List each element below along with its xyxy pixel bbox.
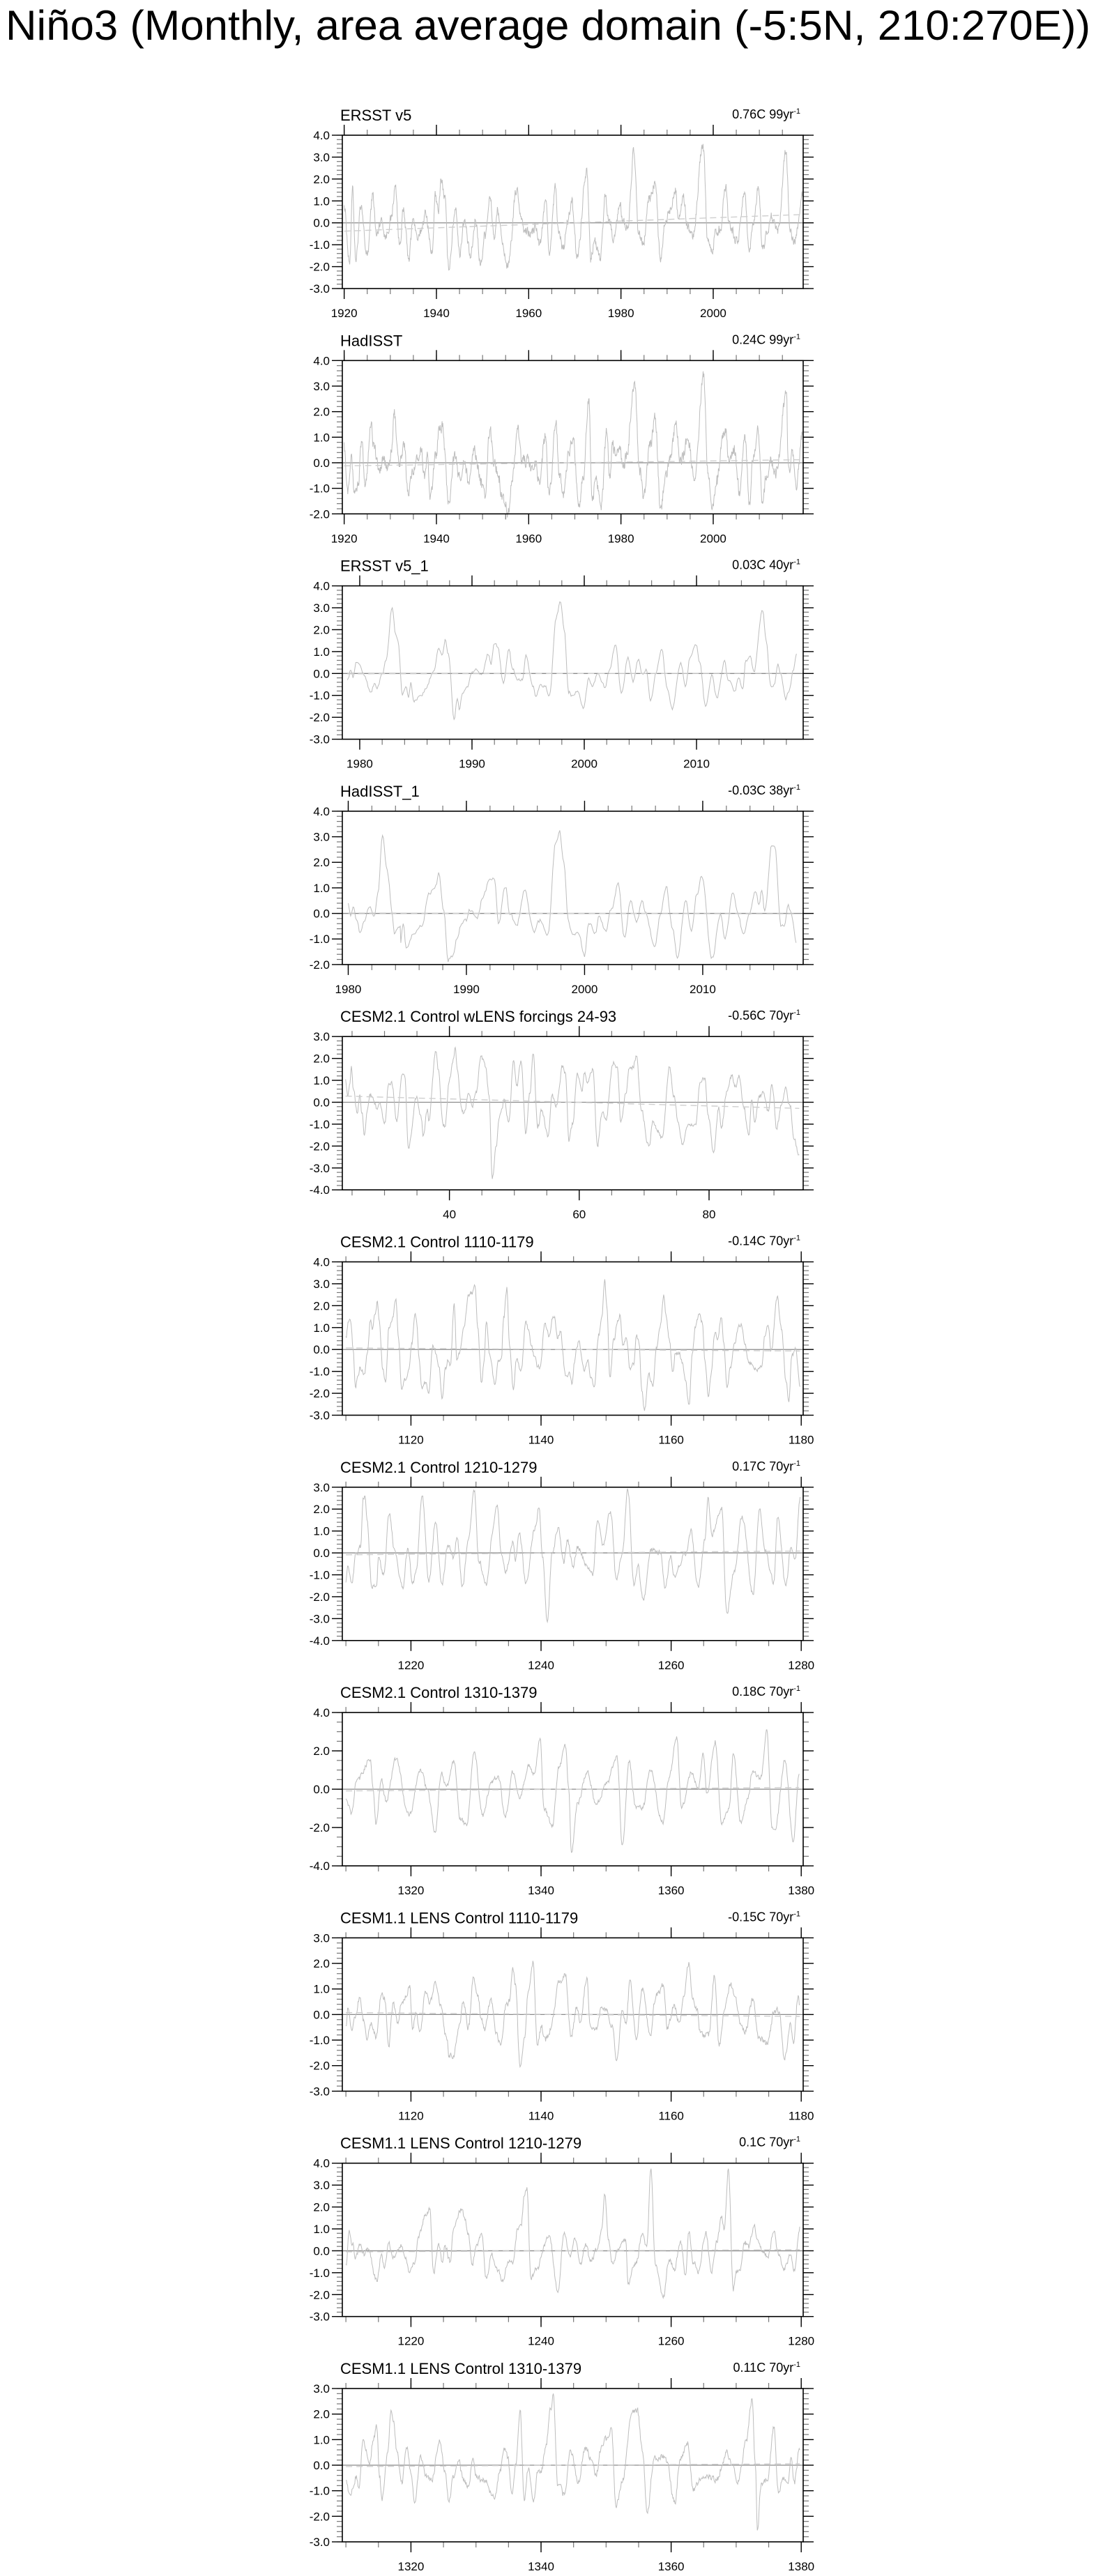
x-tick-label: 1160: [658, 2109, 684, 2123]
y-tick-label: 3.0: [313, 830, 330, 844]
x-tick-label: 1940: [423, 307, 450, 320]
trend-value: -0.14C 70yr: [728, 1234, 794, 1248]
x-tick-label: 1990: [459, 757, 485, 771]
panel-title: CESM2.1 Control 1210-1279: [340, 1458, 538, 1476]
trend-label: [739, 2136, 800, 2149]
y-tick-label: 3.0: [313, 601, 330, 615]
y-tick-label: -3.0: [309, 1612, 330, 1626]
x-tick-label: 1260: [657, 1658, 685, 1672]
trend-value: 0.24C 99yr: [732, 332, 794, 347]
trend-exponent: -1: [793, 1459, 800, 1468]
y-tick-label: -1.0: [309, 1365, 330, 1379]
y-tick-label: 2.0: [313, 1299, 330, 1313]
trend-value: 0.1C 70yr: [739, 2135, 794, 2149]
y-tick-label: -1.0: [309, 2034, 330, 2048]
y-tick-label: 0.0: [313, 216, 330, 230]
trend-label: [732, 1459, 800, 1473]
y-tick-label: 3.0: [313, 2179, 330, 2193]
x-tick-label: 1990: [453, 982, 480, 996]
panel-title: CESM1.1 LENS Control 1210-1279: [340, 2134, 582, 2152]
y-tick-label: 1.0: [313, 431, 330, 445]
y-tick-label: 0.0: [313, 456, 330, 470]
y-tick-label: -2.0: [309, 507, 330, 521]
x-tick-label: 2000: [571, 757, 598, 771]
x-tick-label: 1980: [607, 532, 634, 546]
y-tick-label: 3.0: [313, 1277, 330, 1291]
y-tick-label: -3.0: [309, 1409, 330, 1423]
y-tick-label: 2.0: [313, 405, 330, 419]
y-tick-label: -1.0: [309, 2266, 330, 2280]
trend-exponent: -1: [793, 1009, 800, 1018]
y-tick-label: 4.0: [313, 2156, 330, 2170]
x-tick-label: 1960: [515, 532, 542, 546]
trend-value: 0.76C 99yr: [732, 107, 794, 121]
y-tick-label: -2.0: [309, 1590, 330, 1604]
y-tick-label: -1.0: [309, 933, 330, 946]
y-tick-label: 0.0: [313, 2459, 330, 2472]
y-tick-label: 3.0: [313, 1030, 330, 1044]
x-tick-label: 1160: [658, 1433, 684, 1447]
x-tick-label: 1140: [528, 2109, 554, 2123]
y-tick-label: 0.0: [313, 1783, 330, 1797]
y-tick-label: -4.0: [309, 1634, 330, 1648]
y-tick-label: -2.0: [309, 1387, 330, 1401]
trend-line: [347, 673, 796, 674]
trend-value: -0.56C 70yr: [728, 1009, 794, 1023]
x-tick-label: 1920: [330, 307, 358, 320]
y-tick-label: -2.0: [309, 2059, 330, 2073]
x-tick-label: 1220: [397, 1658, 425, 1672]
y-tick-label: 0.0: [313, 1343, 330, 1357]
panel-title: ERSST v5: [340, 107, 412, 124]
y-tick-label: -1.0: [309, 238, 330, 252]
panel-title: CESM2.1 Control wLENS forcings 24-93: [340, 1008, 617, 1026]
y-tick-label: 2.0: [313, 172, 330, 186]
y-tick-label: 2.0: [313, 1745, 330, 1758]
y-tick-label: 2.0: [313, 623, 330, 637]
y-tick-label: -3.0: [309, 2085, 330, 2099]
trend-exponent: -1: [793, 107, 800, 116]
x-tick-label: 1380: [788, 2560, 815, 2573]
y-tick-label: 0.0: [313, 667, 330, 681]
y-tick-label: -2.0: [309, 260, 330, 274]
trend-exponent: -1: [793, 2135, 800, 2144]
y-tick-label: 4.0: [313, 579, 330, 593]
x-tick-label: 40: [443, 1208, 457, 1222]
x-tick-label: 60: [572, 1208, 586, 1222]
y-tick-label: 4.0: [313, 1706, 330, 1720]
y-tick-label: -2.0: [309, 2510, 330, 2524]
y-tick-label: 0.0: [313, 1096, 330, 1110]
y-tick-label: 0.0: [313, 1547, 330, 1561]
y-tick-label: 2.0: [313, 856, 330, 870]
x-tick-label: 1320: [397, 2560, 425, 2573]
x-tick-label: 1240: [528, 1658, 554, 1672]
panel-title: CESM2.1 Control 1310-1379: [340, 1684, 538, 1702]
y-tick-label: 0.0: [313, 907, 330, 921]
y-tick-label: 4.0: [313, 1255, 330, 1269]
trend-exponent: -1: [793, 783, 800, 792]
y-tick-label: 3.0: [313, 151, 330, 164]
x-tick-label: 2000: [700, 532, 726, 546]
trend-exponent: -1: [793, 1910, 800, 1919]
trend-exponent: -1: [793, 332, 800, 342]
y-tick-label: -4.0: [309, 1183, 330, 1197]
y-tick-label: 3.0: [313, 1480, 330, 1494]
y-tick-label: 4.0: [313, 129, 330, 142]
panel-title: CESM1.1 LENS Control 1310-1379: [340, 2360, 582, 2377]
trend-exponent: -1: [793, 2361, 800, 2369]
x-tick-label: 1260: [657, 2334, 685, 2348]
y-tick-label: 1.0: [313, 881, 330, 895]
x-tick-label: 1980: [607, 307, 634, 320]
x-tick-label: 1180: [788, 1433, 814, 1447]
trend-value: -0.15C 70yr: [728, 1910, 794, 1924]
trend-value: 0.11C 70yr: [733, 2361, 794, 2375]
y-tick-label: 0.0: [313, 2244, 330, 2258]
y-tick-label: -2.0: [309, 2288, 330, 2302]
y-tick-label: -2.0: [309, 958, 330, 972]
x-tick-label: 1340: [528, 2560, 554, 2573]
y-tick-label: -1.0: [309, 482, 330, 496]
figure-title: Niño3 (Monthly, area average domain (-5:5N, 210:270E)): [6, 2, 1090, 49]
y-tick-label: 1.0: [313, 1524, 330, 1538]
y-tick-label: 1.0: [313, 1982, 330, 1996]
y-tick-label: 1.0: [313, 2222, 330, 2236]
y-tick-label: -3.0: [309, 733, 330, 746]
trend-label: [732, 558, 800, 572]
y-tick-label: 2.0: [313, 1052, 330, 1066]
panel-title: HadISST_1: [340, 782, 420, 800]
trend-label: [728, 1910, 800, 1924]
x-tick-label: 2000: [700, 307, 726, 320]
panel-title: HadISST: [340, 332, 403, 350]
y-tick-label: -1.0: [309, 1117, 330, 1131]
x-tick-label: 80: [702, 1208, 716, 1222]
trend-value: -0.03C 38yr: [728, 783, 794, 797]
y-tick-label: -4.0: [309, 1860, 330, 1873]
x-tick-label: 1360: [657, 2560, 685, 2573]
x-tick-label: 1120: [398, 1433, 424, 1447]
y-tick-label: 1.0: [313, 645, 330, 659]
y-tick-label: 2.0: [313, 2407, 330, 2421]
y-tick-label: 3.0: [313, 1931, 330, 1945]
x-tick-label: 1140: [528, 1433, 554, 1447]
x-tick-label: 1920: [330, 532, 358, 546]
trend-label: [728, 783, 800, 797]
trend-value: 0.18C 70yr: [732, 1685, 794, 1699]
trend-value: 0.17C 70yr: [732, 1459, 794, 1473]
x-tick-label: 1240: [528, 2334, 554, 2348]
y-tick-label: -3.0: [309, 282, 330, 296]
y-tick-label: -1.0: [309, 2484, 330, 2498]
y-tick-label: 1.0: [313, 2433, 330, 2447]
x-tick-label: 1960: [515, 307, 542, 320]
x-tick-label: 1380: [788, 1884, 815, 1898]
x-tick-label: 1980: [347, 757, 373, 771]
trend-label: [728, 1234, 800, 1248]
x-tick-label: 1980: [335, 982, 362, 996]
trend-exponent: -1: [793, 1685, 800, 1694]
trend-label: [732, 332, 800, 346]
x-tick-label: 1360: [657, 1884, 685, 1898]
trend-label: [728, 1009, 800, 1022]
y-tick-label: 4.0: [313, 354, 330, 368]
y-tick-label: -2.0: [309, 1821, 330, 1835]
panel-title: CESM2.1 Control 1110-1179: [340, 1233, 534, 1251]
x-tick-label: 1280: [788, 1658, 815, 1672]
y-tick-label: 2.0: [313, 1957, 330, 1971]
x-tick-label: 1940: [423, 532, 450, 546]
y-tick-label: 1.0: [313, 1074, 330, 1088]
x-tick-label: 1220: [397, 2334, 425, 2348]
x-tick-label: 2010: [683, 757, 710, 771]
y-tick-label: 3.0: [313, 2382, 330, 2395]
trend-label: [733, 2361, 801, 2375]
y-tick-label: 1.0: [313, 194, 330, 208]
y-tick-label: 2.0: [313, 1503, 330, 1517]
trend-value: 0.03C 40yr: [732, 558, 794, 572]
x-tick-label: 1120: [398, 2109, 424, 2123]
x-tick-label: 1340: [528, 1884, 554, 1898]
x-tick-label: 1180: [788, 2109, 814, 2123]
panel-title: CESM1.1 LENS Control 1110-1179: [340, 1909, 579, 1927]
trend-exponent: -1: [793, 558, 800, 567]
trend-label: [732, 1685, 800, 1699]
y-tick-label: 3.0: [313, 379, 330, 393]
y-tick-label: 4.0: [313, 804, 330, 818]
y-tick-label: -1.0: [309, 689, 330, 703]
x-tick-label: 1320: [397, 1884, 425, 1898]
trend-exponent: -1: [793, 1234, 800, 1243]
x-tick-label: 2010: [690, 982, 716, 996]
y-tick-label: -2.0: [309, 1140, 330, 1153]
y-tick-label: 1.0: [313, 1321, 330, 1335]
y-tick-label: -1.0: [309, 1568, 330, 1582]
y-tick-label: -3.0: [309, 1161, 330, 1175]
trend-label: [732, 107, 800, 121]
y-tick-label: -3.0: [309, 2536, 330, 2549]
x-tick-label: 2000: [571, 982, 598, 996]
x-tick-label: 1280: [788, 2334, 815, 2348]
y-tick-label: -2.0: [309, 711, 330, 725]
panel-title: ERSST v5_1: [340, 557, 429, 575]
y-tick-label: -3.0: [309, 2310, 330, 2324]
y-tick-label: 2.0: [313, 2200, 330, 2214]
y-tick-label: 0.0: [313, 2008, 330, 2022]
